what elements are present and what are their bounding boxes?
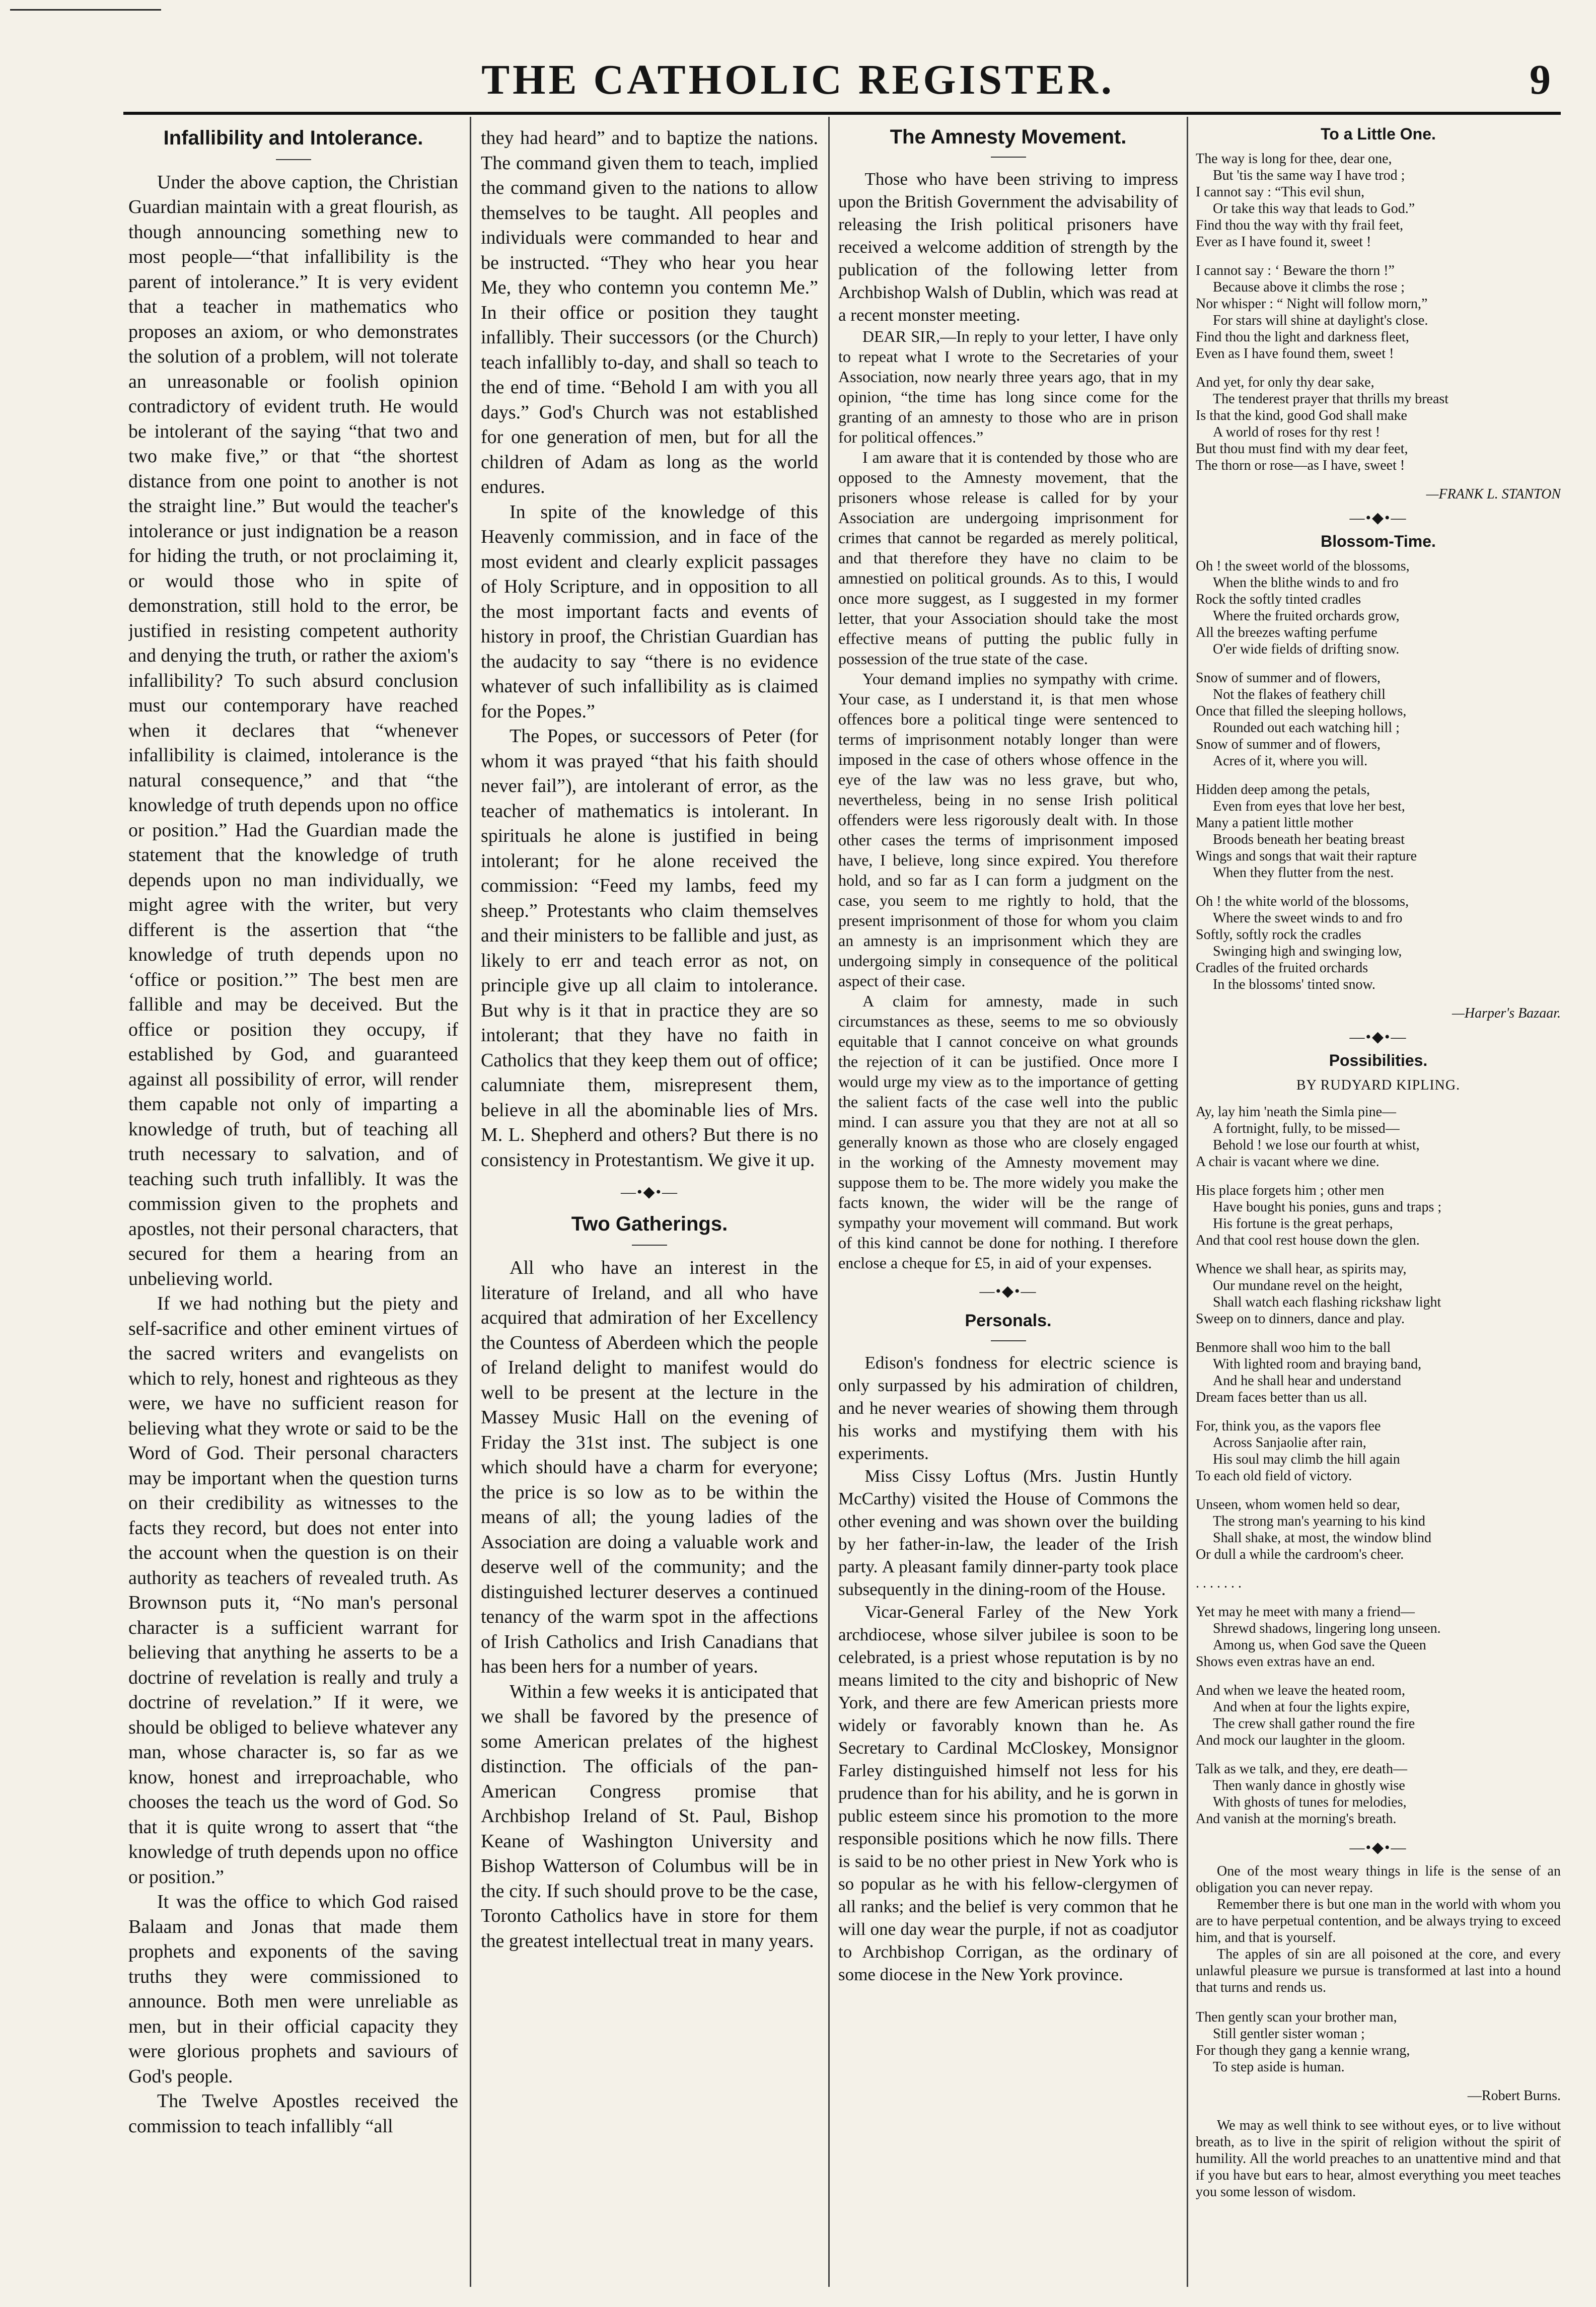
verse-line: Is that the kind, good God shall make — [1196, 408, 1407, 423]
poem-attribution: —Robert Burns. — [1467, 2088, 1561, 2104]
verse-line: The way is long for thee, dear one, — [1196, 151, 1392, 167]
verse-line: Sweep on to dinners, dance and play. — [1196, 1311, 1405, 1327]
verse-line: And when we leave the heated room, — [1196, 1683, 1405, 1698]
stanza — [1196, 1496, 1561, 1563]
paragraph: One of the most weary things in life is the sense of an obligation you can never repay. — [1196, 1863, 1561, 1896]
poem-byline: BY RUDYARD KIPLING. — [1296, 1077, 1461, 1093]
verse-line: A fortnight, fully, to be missed— — [1213, 1121, 1400, 1136]
verse-line: And vanish at the morning's breath. — [1196, 1811, 1397, 1827]
poem-to-a-little-one — [1196, 151, 1561, 474]
verse-line: The strong man's yearning to his kind — [1213, 1513, 1425, 1529]
verse-line: For stars will shine at daylight's close. — [1213, 313, 1428, 328]
article-body-infallibility — [128, 170, 458, 2139]
verse-line: Oh ! the white world of the blossoms, — [1196, 894, 1409, 909]
verse-line: Wings and songs that wait their rapture — [1196, 848, 1417, 864]
heading-rule — [991, 157, 1026, 158]
verse-line: Then wanly dance in ghostly wise — [1213, 1778, 1405, 1793]
verse-line: But 'tis the same way I have trod ; — [1213, 168, 1405, 183]
verse-line: When they flutter from the nest. — [1213, 865, 1394, 881]
verse-line: Shrewd shadows, lingering long unseen. — [1213, 1621, 1441, 1636]
verse-line: Even as I have found them, sweet ! — [1196, 346, 1394, 362]
stanza — [1196, 1418, 1561, 1484]
poem-title: Possibilities. — [1329, 1051, 1428, 1069]
paragraph: The Popes, or successors of Peter (for whom it was prayed “that his faith should never fail”), are intolerant of error, as the teacher of mathematics is intolerant. In spirituals he alone is justified in being intolerant; for he alone received the commission: “Feed my lambs, feed my sheep.” Protestants who claim themselves and their ministers to be fallible and just, as likely to err and teach error as not, on principle give up all claim to intolerance. But why is it that in practice they are so intolerant; that they have no faith in Catholics that they keep them out of office; calumniate them, misrepresent them, believe in all the abominable lies of Mrs. M. L. Shepherd and others? But there is no consistency in Protestantism. We give it up. — [481, 726, 818, 1171]
column-3 — [838, 126, 1178, 2296]
letter-paragraph: A claim for amnesty, made in such circumstances as these, seems to me so obviously equitable that I cannot conceive on what grounds the rejection of it can be justified. Once more I would urge my view as to the importance of getting the salient facts of the case well into the public mind. I can assure you that they are not at all so generally known as those who are closely engaged in the working of the Amnesty movement may suppose them to be. The more widely you make the facts known, the wider will be the range of sympathy your movement will command. But work of this kind cannot be done for nothing. I therefore enclose a cheque for £5, in aid of your expenses. — [838, 992, 1178, 1272]
paragraph: In spite of the knowledge of this Heavenly commission, and in face of the most evident and clearly explicit passages of Holy Scripture, and in opposition to all the most important facts and events of history in proof, the Christian Guardian has the audacity to say “there is no evidence whatever of such infallibility as is claimed for the Popes.” — [481, 501, 818, 722]
stanza — [1196, 670, 1561, 769]
verse-line: Talk as we talk, and they, ere death— — [1196, 1761, 1407, 1777]
verse-line: O'er wide fields of drifting snow. — [1213, 641, 1400, 657]
verse-line: To each old field of victory. — [1196, 1468, 1352, 1484]
verse-line: His place forgets him ; other men — [1196, 1183, 1385, 1198]
verse-line: Oh ! the sweet world of the blossoms, — [1196, 558, 1410, 574]
poem-attribution: —FRANK L. STANTON — [1426, 486, 1561, 502]
verse-line: Many a patient little mother — [1196, 815, 1353, 831]
verse-line: The thorn or rose—as I have, sweet ! — [1196, 458, 1405, 473]
top-rule — [10, 9, 161, 11]
verse-line: Where the fruited orchards grow, — [1213, 608, 1400, 624]
verse-line: Find thou the light and darkness fleet, — [1196, 329, 1409, 345]
poem-title: Blossom-Time. — [1321, 532, 1436, 550]
column-divider-3 — [1187, 117, 1188, 2287]
verse-line: A world of roses for thy rest ! — [1213, 424, 1381, 440]
verse-line: And when at four the lights expire, — [1213, 1699, 1410, 1715]
verse-line: A chair is vacant where we dine. — [1196, 1154, 1380, 1170]
stanza — [1196, 1575, 1561, 1592]
poem-title: To a Little One. — [1321, 126, 1436, 143]
verse-line: Or dull a while the cardroom's cheer. — [1196, 1547, 1404, 1562]
verse-line: Dream faces better than us all. — [1196, 1390, 1367, 1405]
verse-line: His soul may climb the hill again — [1213, 1452, 1400, 1467]
paragraph: Within a few weeks it is anticipated that we shall be favored by the presence of some American prelates of the highest distinction. The officials of the pan-American Congress promise that Archbishop Ireland of St. Paul, Bishop Keane of Washington University and Bishop Watterson of Columbus will be in the city. If such should prove to be the case, Toronto Catholics have in store for them the greatest intellectual treat in many years. — [481, 1681, 818, 1952]
verse-line: And mock our laughter in the gloom. — [1196, 1733, 1406, 1748]
section-ornament: —•◆•— — [620, 1184, 679, 1200]
paragraph: they had heard” and to baptize the nations. The command given them to teach, implied the command given to the nations to allow themselves to be taught. All peoples and individuals were commanded to hear and be instructed. “They who hear you hear Me, they who contemn you contemn Me.” In their office or position they taught infallibly. Their successors (or the Church) teach infallibly to-day, and shall so teach to the end of time. “Behold I am with you all days.” God's Church was not established for one generation of men, but for all the children of Adam as long as the world endures. — [481, 127, 818, 497]
paragraph: Edison's fondness for electric science is only surpassed by his admiration of children, and he never wearies of showing them through his works and mystifying them with his experiments. — [838, 1353, 1178, 1463]
stanza — [1196, 1339, 1561, 1406]
verse-line: Across Sanjaolie after rain, — [1213, 1435, 1366, 1451]
verse-line: Still gentler sister woman ; — [1213, 2026, 1365, 2042]
paragraph: Vicar-General Farley of the New York archdiocese, whose silver jubilee is soon to be celebrated, is a priest whose reputation is by no means limited to the city and bishopric of New York, and there are few American priests more widely or favorably known than he. As Secretary to Cardinal McCloskey, Monsignor Farley distinguished himself not less for his prudence than for his ability, and he is gorwn in public esteem since his promotion to the more responsible positions which he now fills. There is said to be no other priest in New York who is so popular as he with his fellow-clergymen of all ranks; and the belief is very common that he will one day wear the purple, if not as coadjutor to Archbishop Corrigan, as the ordinary of some diocese in the New York province. — [838, 1602, 1178, 1984]
verse-line: Or take this way that leads to God.” — [1213, 201, 1415, 217]
paragraph: If we had nothing but the piety and self-sacrifice and other eminent virtues of the sacred writers and evangelists on which to rely, honest and righteous as they were, we have no sufficient reason for believing what they wrote or said to be the Word of God. Their personal characters may be important when the question turns on their credibility as witnesses to the facts they record, but does not enter into the account when the question is on their authority as teachers of revealed truth. As Brownson puts it, “No man's personal character is a sufficient warrant for believing that anything he asserts to be a doctrine of revelation is really and truly a doctrine of revelation.” If it were, we should be obliged to believe whatever any man, whose character is, so far as we know, honest and irreproachable, who chooses the teach us the word of God. So that it is quite wrong to assert that “the knowledge of truth depends upon no office or position.” — [128, 1293, 458, 1888]
paragraph: We may as well think to see without eyes, or to live without breath, as to live in the spirit of religion without the spirit of humility. All the world preaches to an unattentive mind and that if you have but ears to hear, almost everything you meet teaches you some lesson of wisdom. — [1196, 2118, 1561, 2200]
verse-line: Our mundane revel on the height, — [1213, 1278, 1403, 1293]
column-divider-1 — [470, 117, 471, 2287]
verse-line: For, think you, as the vapors flee — [1196, 1418, 1381, 1434]
newspaper-title: THE CATHOLIC REGISTER. — [481, 56, 1115, 103]
paragraph: Those who have been striving to impress upon the British Government the advisability of releasing the Irish political prisoners have received a welcome addition of strength by the publication of the following letter from Archbishop Walsh of Dublin, which was read at a recent monster meeting. — [838, 169, 1178, 325]
poem-attribution: —Harper's Bazaar. — [1452, 1005, 1561, 1021]
verse-line: Shows even extras have an end. — [1196, 1654, 1375, 1670]
verse-line: The crew shall gather round the fire — [1213, 1716, 1415, 1732]
verse-line: Broods beneath her beating breast — [1213, 832, 1405, 847]
stanza — [1196, 262, 1561, 362]
verse-line: Softly, softly rock the cradles — [1196, 927, 1361, 943]
stanza — [1196, 1761, 1561, 1827]
stanza — [1196, 1682, 1561, 1749]
section-ornament: —•◆•— — [979, 1283, 1037, 1300]
paragraph: Miss Cissy Loftus (Mrs. Justin Huntly McCarthy) visited the House of Commons the other evening and was shown over the building by her father-in-law, the leader of the Irish party. A pleasant family dinner-party took place subsequently in the dining-room of the House. — [838, 1466, 1178, 1599]
verse-line: Cradles of the fruited orchards — [1196, 960, 1368, 976]
verse-line: Because above it climbs the rose ; — [1213, 279, 1405, 295]
verse-line: Then gently scan your brother man, — [1196, 2009, 1397, 2025]
verse-line: Find thou the way with thy frail feet, — [1196, 218, 1404, 233]
verse-line: Yet may he meet with many a friend— — [1196, 1604, 1415, 1620]
poem-possibilities — [1196, 1104, 1561, 1827]
verse-line: The tenderest prayer that thrills my breast — [1213, 391, 1449, 407]
page-number: 9 — [1530, 56, 1551, 103]
verse-line: Benmore shall woo him to the ball — [1196, 1340, 1391, 1355]
verse-line: Rock the softly tinted cradles — [1196, 592, 1361, 607]
stanza — [1196, 2009, 1561, 2075]
article-heading-infallibility: Infallibility and Intolerance. — [163, 127, 423, 149]
section-ornament: —•◆•— — [1349, 1839, 1407, 1856]
verse-line: To step aside is human. — [1213, 2059, 1345, 2075]
article-heading-two-gatherings: Two Gatherings. — [571, 1212, 728, 1235]
column-2 — [481, 126, 818, 2296]
letter-paragraph: Your demand implies no sympathy with crime. Your case, as I understand it, is that men whose offences bore a political tinge were sentenced to terms of imprisonment notably longer than were imposed in the case of others whose offence in the eye of the law was no less grave, but who, nevertheless, being in no sense Irish political offenders were less rigorously dealt with. In those other cases the terms of imprisonment imposed have, I believe, long since expired. You therefore hold, and so far as I can form a judgment on the case, you seem to me rightly to hold, that the present imprisonment of those for whom you claim an amnesty is an imprisonment which they are undergoing simply in consequence of the political aspect of their case. — [838, 670, 1178, 990]
section-ornament: —•◆•— — [1349, 510, 1407, 526]
column-1 — [128, 126, 458, 2296]
heading-rule — [632, 1245, 667, 1246]
stanza — [1196, 151, 1561, 250]
masthead — [0, 55, 1596, 111]
verse-line: With lighted room and braying band, — [1213, 1356, 1422, 1372]
poem-blossom-time — [1196, 558, 1561, 993]
verse-line: All the breezes wafting perfume — [1196, 625, 1377, 640]
verse-line: And yet, for only thy dear sake, — [1196, 375, 1374, 390]
verse-line: I cannot say : ‘ Beware the thorn !” — [1196, 263, 1395, 278]
letter-paragraph: I am aware that it is contended by those who are opposed to the Amnesty movement, that the prisoners whose release is called for by your Association are undergoing imprisonment for crimes that cannot be regarded as merely political, and that therefore they have no claim to be amnestied on political grounds. As to this, I would once more suggest, as I suggested in my former letter, that your Association should take the most effective means of putting the public fully in possession of the true state of the case. — [838, 448, 1178, 668]
verse-line: With ghosts of tunes for melodies, — [1213, 1794, 1407, 1810]
verse-line: Hidden deep among the petals, — [1196, 782, 1370, 798]
heading-rule — [991, 1340, 1026, 1341]
verse-line: Among us, when God save the Queen — [1213, 1637, 1426, 1653]
verse-line: His fortune is the great perhaps, — [1213, 1216, 1393, 1232]
stanza — [1196, 893, 1561, 993]
paragraph: Under the above caption, the Christian Guardian maintain with a great flourish, as though announcing something new to most people—“that infallibility is the parent of intolerance.” It is very evident that a teacher in mathematics who proposes an axiom, or who demonstrates the solution of a problem, will not tolerate an unreasonable or foolish opinion contradictory of evident truth. He would be intolerant of the saying “that two and two make five,” or that “the shortest distance from one point to another is not the straight line.” But would the teacher's intolerance or just indignation be a reason for hiding the truth, or not proclaiming it, or would those who in spite of demonstration, still hold to the error, be justified in resisting competent authority and denying the truth, or rather the axiom's infallibility? To such absurd conclusion must our contemporary have reached when it declares that “whenever infallibility is claimed, intolerance is the natural consequence,” and that “the knowledge of truth depends upon no office or position.” Had the Guardian made the statement that the knowledge of truth depends upon no man individually, we might agree with the writer, but very different is the assertion that “the knowledge of truth depends upon no ‘office or position.’” The best men are fallible and may be deceived. But the office or position they occupy, if established by God, and guaranteed against all possibility of error, will render them capable not only of imparting a knowledge of truth, but of teaching all truth necessary to salvation, and of teaching such truth infallibly. It was the commission given to the prophets and apostles, not their personal characters, that secured for them a hearing from an unbelieving world. — [128, 171, 458, 1289]
verse-line: Whence we shall hear, as spirits may, — [1196, 1261, 1407, 1277]
verse-line: Behold ! we lose our fourth at whist, — [1213, 1137, 1420, 1153]
verse-line: I cannot say : “This evil shun, — [1196, 184, 1365, 200]
stanza — [1196, 1104, 1561, 1170]
paragraph: The Twelve Apostles received the commission to teach infallibly “all — [128, 2090, 458, 2137]
article-heading-amnesty: The Amnesty Movement. — [890, 126, 1127, 148]
stanza — [1196, 374, 1561, 474]
verse-line: Acres of it, where you will. — [1213, 753, 1368, 769]
masthead-rule — [123, 112, 1561, 115]
paragraph: It was the office to which God raised Balaam and Jonas that made them prophets and exponents of the saving truths they were commissioned to announce. Both men were unreliable as men, but in their official capacity they were glorious prophets and saviours of God's people. — [128, 1891, 458, 2087]
section-ornament: —•◆•— — [1349, 1029, 1407, 1045]
verse-line: And that cool rest house down the glen. — [1196, 1233, 1420, 1248]
stanza — [1196, 1261, 1561, 1327]
poem-burns — [1196, 2009, 1561, 2075]
verse-line: Not the flakes of feathery chill — [1213, 687, 1386, 702]
verse-line: Nor whisper : “ Night will follow morn,” — [1196, 296, 1428, 312]
verse-line: And he shall hear and understand — [1213, 1373, 1401, 1389]
verse-line: Snow of summer and of flowers, — [1196, 737, 1381, 752]
column-4 — [1196, 126, 1561, 2296]
paragraph: All who have an interest in the literature of Ireland, and all who have acquired that admiration of her Excellency the Countess of Aberdeen which the people of Ireland delight to manifest would do well to be present at the lecture in the Massey Music Hall on the evening of Friday the 31st inst. The subject is one which should have a charm for everyone; the price is so low as to be within the means of all; the young ladies of the Association are doing a valuable work and deserve well of the community; and the distinguished lecturer deserves a continued tenancy of the warm spot in the affections of Irish Catholics and Irish Canadians that has been hers for a number of years. — [481, 1257, 818, 1677]
stanza — [1196, 1604, 1561, 1670]
heading-rule — [276, 159, 311, 160]
paragraph: Remember there is but one man in the world with whom you are to have perpetual contention, and be always trying to exceed him, and that is yourself. — [1196, 1897, 1561, 1945]
verse-line: Rounded out each watching hill ; — [1213, 720, 1400, 736]
verse-line: Once that filled the sleeping hollows, — [1196, 703, 1407, 719]
verse-line: Shall shake, at most, the window blind — [1213, 1530, 1431, 1546]
verse-line: In the blossoms' tinted snow. — [1213, 977, 1375, 992]
stanza — [1196, 781, 1561, 881]
stanza — [1196, 558, 1561, 658]
verse-line: Ay, lay him 'neath the Simla pine— — [1196, 1104, 1397, 1120]
verse-line: Ever as I have found it, sweet ! — [1196, 234, 1371, 250]
verse-line: Even from eyes that love her best, — [1213, 799, 1405, 814]
verse-line: Shall watch each flashing rickshaw light — [1213, 1294, 1441, 1310]
stanza — [1196, 1182, 1561, 1249]
verse-line: Have bought his ponies, guns and traps ; — [1213, 1199, 1442, 1215]
paragraph: The apples of sin are all poisoned at the core, and every unlawful pleasure we pursue is transformed at last into a hound that turns and rends us. — [1196, 1946, 1561, 1995]
verse-line: Unseen, whom women held so dear, — [1196, 1497, 1400, 1512]
verse-line: Where the sweet winds to and fro — [1213, 910, 1403, 926]
verse-line: . . . . . . . — [1196, 1575, 1242, 1591]
verse-line: When the blithe winds to and fro — [1213, 575, 1399, 591]
verse-line: Snow of summer and of flowers, — [1196, 670, 1381, 686]
verse-line: For though they gang a kennie wrang, — [1196, 2043, 1410, 2058]
letter-paragraph: DEAR SIR,—In reply to your letter, I have only to repeat what I wrote to the Secretaries of your Association, now nearly three years ago, that in my opinion, “the time has long since come for the granting of an amnesty to those who are in prison for political offences.” — [838, 327, 1178, 446]
verse-line: But thou must find with my dear feet, — [1196, 441, 1408, 457]
article-heading-personals: Personals. — [965, 1311, 1052, 1330]
verse-line: Swinging high and swinging low, — [1213, 944, 1402, 959]
column-divider-2 — [828, 117, 830, 2287]
